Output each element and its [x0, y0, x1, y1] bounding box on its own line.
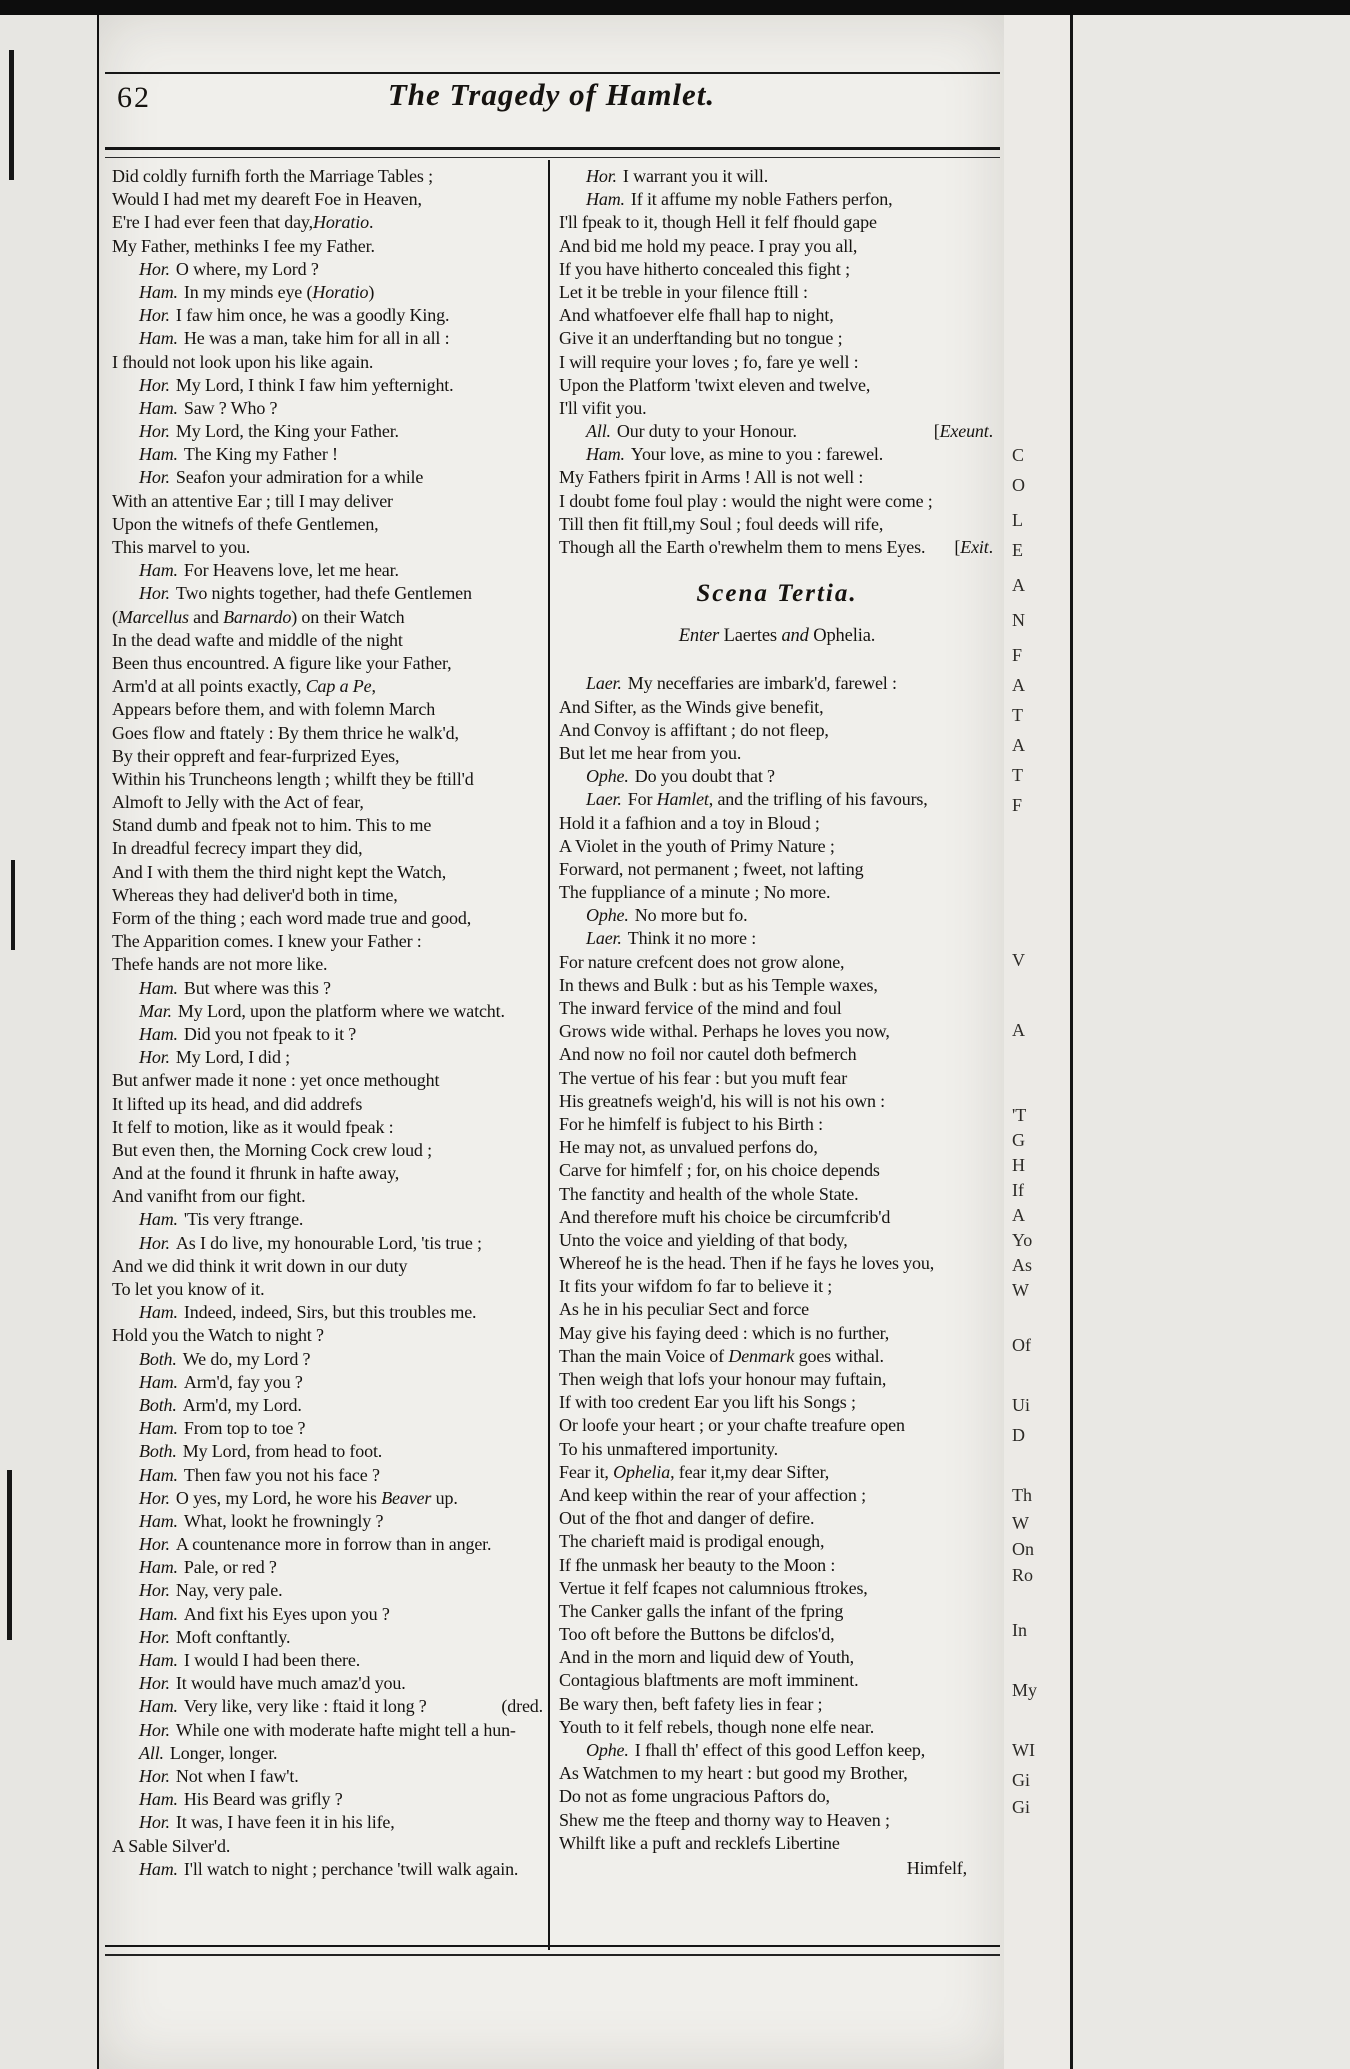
speaker-prefix: Ophe.	[586, 766, 629, 787]
speaker-prefix: Ham.	[139, 1209, 178, 1230]
text-line: But let me hear from you.	[559, 742, 742, 763]
speaker-prefix: Hor.	[139, 1232, 170, 1253]
speaker-prefix: Hor.	[139, 1534, 170, 1555]
text-line: Ham. And fixt his Eyes upon you ?	[139, 1603, 390, 1624]
text-line: Ham. In my minds eye (Horatio)	[139, 281, 375, 302]
text-line: Youth to it felf rebels, though none elfe near.	[559, 1716, 875, 1737]
text-line: The charieft maid is prodigal enough,	[559, 1531, 825, 1552]
text-line: Contagious blaftments are moft imminent.	[559, 1670, 859, 1691]
speaker-prefix: Ham.	[139, 560, 178, 581]
speaker-prefix: Ophe.	[586, 1740, 629, 1761]
text-line: It lifted up its head, and did addrefs	[112, 1093, 363, 1114]
text-line: Out of the fhot and danger of defire.	[559, 1508, 815, 1529]
speaker-prefix: Hor.	[139, 1812, 170, 1833]
text-line: Within his Truncheons length ; whilft they be ftill'd	[112, 768, 474, 789]
text-line: Both. My Lord, from head to foot.	[139, 1441, 383, 1462]
text-line: And Convoy is affiftant ; do not fleep,	[559, 719, 829, 740]
text-line: In the dead wafte and middle of the night	[112, 629, 403, 650]
text-line: To let you know of it.	[112, 1279, 265, 1299]
edge-text-fragment: Ro	[1012, 1565, 1034, 1585]
text-line: Ham. 'Tis very ftrange.	[139, 1209, 304, 1230]
text-line: By their oppreft and fear-furprized Eyes,	[112, 745, 400, 766]
edge-text-fragment: Ui	[1012, 1395, 1030, 1415]
text-line: Ham. From top to toe ?	[139, 1418, 306, 1439]
text-line: And whatfoever elfe fhall hap to night,	[559, 305, 834, 326]
text-line: He may not, as unvalued perfons do,	[559, 1137, 818, 1158]
speaker-prefix: Ham.	[586, 189, 625, 210]
text-line: Be wary then, beft fafety lies in fear ;	[559, 1693, 823, 1714]
text-line: And I with them the third night kept the Watch,	[112, 861, 447, 882]
speaker-prefix: Ophe.	[586, 905, 629, 926]
text-line: In dreadful fecrecy impart they did,	[112, 838, 363, 859]
text-line: And Sifter, as the Winds give benefit,	[559, 696, 824, 717]
text-line: Fear it, Ophelia, fear it,my dear Sifter,	[559, 1461, 830, 1482]
edge-text-fragment: A	[1012, 675, 1025, 695]
text-line: Ham. I'll watch to night ; perchance 'twill walk again.	[139, 1858, 519, 1879]
text-line: The fanctity and health of the whole State.	[559, 1183, 859, 1204]
text-line: Ophe. I fhall th' effect of this good Leffon keep,	[586, 1740, 926, 1761]
text-line: Been thus encountred. A figure like your Father,	[112, 652, 452, 673]
text-line: This marvel to you.	[112, 537, 251, 557]
text-line: Whilft like a puft and recklefs Libertine	[559, 1832, 840, 1853]
edge-text-fragment: Of	[1012, 1335, 1031, 1355]
speaker-prefix: Ham.	[139, 1789, 178, 1810]
text-line: The fuppliance of a minute ; No more.	[559, 882, 831, 903]
speaker-prefix: Ham.	[139, 1418, 178, 1439]
catchword: Himfelf,	[906, 1857, 967, 1878]
text-line: Form of the thing ; each word made true and good,	[112, 908, 472, 928]
speaker-prefix: Ham.	[139, 1464, 178, 1485]
binding-mark	[7, 1470, 12, 1640]
speaker-prefix: Ham.	[139, 1650, 178, 1670]
speaker-prefix: Hor.	[139, 1765, 170, 1786]
speaker-prefix: Ham.	[139, 1371, 178, 1392]
speaker-prefix: All.	[139, 1742, 164, 1763]
column-divider-rule	[548, 160, 550, 1950]
text-line: Would I had met my deareft Foe in Heaven,	[112, 189, 422, 210]
text-line: Upon the Platform 'twixt eleven and twelve,	[559, 374, 871, 395]
text-line: Hor. My Lord, the King your Father.	[139, 421, 399, 442]
text-line: I doubt fome foul play : would the night were come ;	[559, 490, 933, 511]
text-line: Let it be treble in your filence ftill :	[559, 281, 808, 302]
running-title: The Tragedy of Hamlet.	[387, 77, 716, 112]
text-line: For nature crefcent does not grow alone,	[559, 951, 845, 972]
text-line: The inward fervice of the mind and foul	[559, 998, 842, 1019]
text-line: Hor. A countenance more in forrow than in anger.	[139, 1534, 492, 1555]
text-line: And at the found it fhrunk in hafte away,	[112, 1163, 400, 1184]
speaker-prefix: Ham.	[139, 977, 178, 998]
text-line: Unto the voice and yielding of that body,	[559, 1229, 848, 1250]
text-line: Goes flow and ftately : By them thrice he walk'd,	[112, 722, 459, 743]
text-line: Both. We do, my Lord ?	[139, 1348, 311, 1369]
edge-text-fragment: F	[1012, 645, 1023, 665]
speaker-prefix: Ham.	[586, 444, 625, 465]
edge-text-fragment: E	[1012, 540, 1023, 560]
text-line: And we did think it writ down in our duty	[112, 1255, 408, 1276]
speaker-prefix: Mar.	[139, 1000, 172, 1021]
text-line: (Marcellus and Barnardo) on their Watch	[112, 606, 405, 627]
speaker-prefix: Ham.	[139, 281, 178, 302]
text-line: If fhe unmask her beauty to the Moon :	[559, 1554, 836, 1575]
text-line: Did coldly furnifh forth the Marriage Tables ;	[112, 166, 433, 186]
edge-text-fragment: D	[1012, 1425, 1025, 1445]
text-line: Whereof he is the head. Then if he fays he loves you,	[559, 1253, 935, 1274]
text-line: Ham. Saw ? Who ?	[139, 397, 278, 418]
text-line: Hor. Moft conftantly.	[139, 1626, 291, 1647]
binding-mark	[11, 860, 15, 950]
text-line: Hor. Not when I faw't.	[139, 1765, 299, 1786]
text-line: Ham. His Beard was grifly ?	[139, 1789, 343, 1810]
text-line: Than the main Voice of Denmark goes withal.	[559, 1345, 884, 1366]
text-line: As Watchmen to my heart : but good my Brother,	[559, 1763, 908, 1784]
text-line: To his unmaftered importunity.	[559, 1438, 779, 1459]
edge-text-fragment: A	[1012, 575, 1025, 595]
text-line: Arm'd at all points exactly, Cap a Pe,	[112, 676, 376, 697]
edge-text-fragment: If	[1012, 1180, 1024, 1200]
text-line: But even then, the Morning Cock crew loud ;	[112, 1139, 432, 1160]
text-line: Till then fit ftill,my Soul ; foul deeds will rife,	[559, 513, 884, 534]
speaker-prefix: Laer.	[586, 673, 622, 694]
text-line: Ophe. No more but fo.	[586, 905, 748, 926]
text-column-left	[112, 165, 545, 1881]
text-line: A Sable Silver'd.	[112, 1835, 231, 1856]
speaker-prefix: Hor.	[139, 1673, 170, 1694]
speaker-prefix: Ham.	[139, 397, 178, 418]
text-line: Hor. My Lord, I did ;	[139, 1047, 291, 1068]
speaker-prefix: Hor.	[139, 258, 170, 279]
speaker-prefix: Both.	[139, 1441, 177, 1462]
stage-direction: Enter Laertes and Ophelia.	[678, 626, 876, 647]
text-line: It felf to motion, like as it would fpeak :	[112, 1116, 394, 1137]
edge-text-fragment: Yo	[1012, 1230, 1033, 1250]
speaker-prefix: Ham.	[139, 1603, 178, 1624]
text-line: Whereas they had deliver'd both in time,	[112, 884, 398, 905]
text-line: Vertue it felf fcapes not calumnious ftrokes,	[559, 1577, 868, 1598]
text-line: For he himfelf is fubject to his Birth :	[559, 1113, 823, 1134]
text-line: Ham. For Heavens love, let me hear.	[139, 560, 399, 581]
speaker-prefix: Hor.	[586, 166, 617, 186]
text-line: Hold you the Watch to night ?	[112, 1325, 324, 1346]
text-line: I will require your loves ; fo, fare ye well :	[559, 351, 859, 372]
speaker-prefix: Hor.	[139, 305, 170, 326]
text-line: Then weigh that lofs your honour may fuftain,	[559, 1369, 887, 1390]
text-line: Hor. My Lord, I think I faw him yefternight.	[139, 374, 454, 395]
text-line: It fits your wifdom fo far to believe it ;	[559, 1276, 833, 1297]
text-line: Ham. If it affume my noble Fathers perfon,	[586, 189, 893, 210]
text-line: Too oft before the Buttons be difclos'd,	[559, 1624, 835, 1645]
speaker-prefix: Hor.	[139, 1719, 170, 1740]
text-line: Hor. I warrant you it will.	[586, 166, 769, 186]
edge-text-fragment: V	[1012, 950, 1025, 970]
text-line: And now no foil nor cautel doth befmerch	[559, 1044, 857, 1065]
text-line: Hold it a fafhion and a toy in Bloud ;	[559, 812, 820, 833]
speaker-prefix: Ham.	[139, 444, 178, 465]
edge-text-fragment: W	[1012, 1513, 1029, 1533]
text-line: His greatnefs weigh'd, his will is not his own :	[559, 1090, 886, 1111]
text-line: I'll fpeak to it, though Hell it felf fhould gape	[559, 212, 877, 233]
edge-text-fragment: N	[1012, 610, 1025, 630]
text-line: Laer. For Hamlet, and the trifling of his favours,	[586, 789, 928, 810]
speaker-prefix: Hor.	[139, 1487, 170, 1508]
speaker-prefix: Ham.	[139, 1023, 178, 1044]
text-line: Laer. My neceffaries are imbark'd, farewel :	[586, 673, 897, 694]
text-line: Upon the witnefs of thefe Gentlemen,	[112, 513, 379, 534]
text-line: Carve for himfelf ; for, on his choice depends	[559, 1160, 880, 1181]
edge-text-fragment: Gi	[1012, 1797, 1030, 1817]
text-line: If you have hitherto concealed this fight ;	[559, 258, 850, 279]
edge-text-fragment: F	[1012, 795, 1023, 815]
edge-text-fragment: H	[1012, 1155, 1025, 1175]
speaker-prefix: Hor.	[139, 374, 170, 395]
text-line: Do not as fome ungracious Paftors do,	[559, 1786, 830, 1807]
edge-text-fragment: As	[1012, 1255, 1033, 1275]
edge-text-fragment: On	[1012, 1539, 1034, 1559]
text-line: Hor. Two nights together, had thefe Gentlemen	[139, 583, 472, 604]
text-line: And bid me hold my peace. I pray you all,	[559, 235, 858, 256]
edge-text-fragment: Gi	[1012, 1770, 1030, 1790]
edge-text-fragment: G	[1012, 1130, 1025, 1150]
text-line: Ham. Pale, or red ?	[139, 1557, 277, 1578]
text-line: Laer. Think it no more :	[586, 928, 757, 949]
text-line: And therefore muft his choice be circumfcrib'd	[559, 1206, 891, 1227]
text-line: Give it an underftanding but no tongue ;	[559, 328, 843, 349]
edge-text-fragment: O	[1012, 475, 1025, 495]
speaker-prefix: Ham.	[139, 1302, 178, 1323]
text-line: With an attentive Ear ; till I may deliver	[112, 490, 393, 511]
text-line: But anfwer made it none : yet once methought	[112, 1070, 440, 1091]
text-line: Ham. The King my Father !	[139, 444, 338, 465]
edge-text-fragment: C	[1012, 445, 1025, 465]
text-line: If with too credent Ear you lift his Songs ;	[559, 1392, 856, 1413]
speaker-prefix: Ham.	[139, 1696, 178, 1717]
line-tail: [Exeunt.	[933, 421, 993, 442]
text-line: The Canker galls the infant of the fpring	[559, 1600, 844, 1621]
speaker-prefix: Hor.	[139, 421, 170, 442]
speaker-prefix: Hor.	[139, 1626, 170, 1647]
text-line: Hor. It was, I have feen it in his life,	[139, 1812, 395, 1833]
text-line: The vertue of his fear : but you muft fear	[559, 1067, 848, 1088]
header-top-rule	[105, 72, 1000, 74]
speaker-prefix: Ham.	[139, 1858, 178, 1879]
speaker-prefix: Laer.	[586, 789, 622, 810]
edge-text-fragment: 'T	[1012, 1105, 1027, 1125]
speaker-prefix: Hor.	[139, 1047, 170, 1068]
text-line: Hor. While one with moderate hafte might tell a hun-	[139, 1719, 516, 1740]
text-line: And vanifht from our fight.	[112, 1186, 306, 1207]
speaker-prefix: Hor.	[139, 467, 170, 488]
edge-text-fragment: WI	[1012, 1740, 1035, 1760]
text-line: Ham. Your love, as mine to you : farewel.	[586, 444, 884, 465]
text-line: Ham. He was a man, take him for all in all :	[139, 328, 450, 349]
book-page	[97, 15, 1004, 2069]
speaker-prefix: Both.	[139, 1394, 177, 1415]
text-line: Hor. O where, my Lord ?	[139, 258, 319, 279]
text-line: Mar. My Lord, upon the platform where we watcht.	[139, 1000, 505, 1021]
edge-text-fragment: A	[1012, 1205, 1025, 1225]
header-bottom-rule	[105, 147, 1000, 158]
footer-rule	[105, 1945, 1000, 1956]
text-line: Ham. I would I had been there.	[139, 1650, 361, 1670]
next-page-edge-strip	[1004, 15, 1073, 2069]
text-line: Hor. It would have much amaz'd you.	[139, 1673, 406, 1694]
speaker-prefix: Ham.	[139, 1510, 178, 1531]
text-line: Ham. Indeed, indeed, Sirs, but this troubles me.	[139, 1302, 477, 1323]
text-line: Ham. What, lookt he frowningly ?	[139, 1510, 384, 1531]
text-line: Shew me the fteep and thorny way to Heaven ;	[559, 1809, 890, 1830]
text-line: My Fathers fpirit in Arms ! All is not well :	[559, 467, 864, 488]
edge-text-fragment: In	[1012, 1620, 1027, 1640]
edge-text-fragment: A	[1012, 735, 1025, 755]
page-number: 62	[117, 81, 151, 114]
text-line: All. Longer, longer.	[139, 1742, 278, 1763]
edge-text-fragment: T	[1012, 765, 1023, 785]
text-line: Ham. But where was this ?	[139, 977, 331, 998]
text-line: All. Our duty to your Honour. [Exeunt.	[559, 420, 995, 443]
binding-mark	[9, 50, 14, 180]
text-line: Or loofe your heart ; or your chafte treafure open	[559, 1415, 905, 1436]
line-tail: (dred.	[501, 1696, 543, 1717]
text-line: Ham. Arm'd, fay you ?	[139, 1371, 303, 1392]
text-line: Though all the Earth o'rewhelm them to mens Eyes. [Exit.	[559, 536, 995, 559]
text-line: Ham. Then faw you not his face ?	[139, 1464, 380, 1485]
text-line: The Apparition comes. I knew your Father :	[112, 931, 422, 952]
edge-text-fragment: T	[1012, 705, 1023, 725]
text-line: Hor. O yes, my Lord, he wore his Beaver up.	[139, 1487, 458, 1508]
text-line: Ham. Very like, very like : ftaid it long ? (dred.	[112, 1695, 545, 1718]
text-line: In thews and Bulk : but as his Temple waxes,	[559, 974, 878, 995]
edge-text-fragment: A	[1012, 1020, 1025, 1040]
text-line: Forward, not permanent ; fweet, not lafting	[559, 858, 864, 879]
text-line: Grows wide withal. Perhaps he loves you now,	[559, 1021, 890, 1042]
text-line: Hor. Seafon your admiration for a while	[139, 467, 424, 488]
text-column-right	[559, 165, 995, 1880]
text-line: Both. Arm'd, my Lord.	[139, 1394, 302, 1415]
text-line: Almoft to Jelly with the Act of fear,	[112, 792, 364, 813]
text-line: Hor. Nay, very pale.	[139, 1580, 283, 1601]
text-line: My Father, methinks I fee my Father.	[112, 235, 375, 256]
speaker-prefix: Ham.	[139, 328, 178, 349]
text-line: E're I had ever feen that day,Horatio.	[112, 212, 374, 233]
speaker-prefix: Hor.	[139, 583, 170, 604]
right-margin	[1073, 15, 1350, 2069]
text-line: Hor. I faw him once, he was a goodly King.	[139, 305, 450, 326]
text-line: And in the morn and liquid dew of Youth,	[559, 1647, 854, 1668]
text-line: Thefe hands are not more like.	[112, 954, 328, 975]
text-line: And keep within the rear of your affection ;	[559, 1484, 866, 1505]
text-line: Appears before them, and with folemn March	[112, 699, 436, 720]
speaker-prefix: All.	[586, 421, 611, 442]
scene-heading: Scena Tertia.	[696, 580, 858, 608]
speaker-prefix: Hor.	[139, 1580, 170, 1601]
text-line: I'll vifit you.	[559, 397, 647, 418]
text-line: Stand dumb and fpeak not to him. This to me	[112, 815, 432, 836]
text-line: A Violet in the youth of Primy Nature ;	[559, 835, 835, 856]
speaker-prefix: Both.	[139, 1348, 177, 1369]
speaker-prefix: Laer.	[586, 928, 622, 949]
scan-top-edge	[0, 0, 1350, 15]
speaker-prefix: Ham.	[139, 1557, 178, 1578]
text-line: As he in his peculiar Sect and force	[559, 1299, 810, 1320]
text-line: Ham. Did you not fpeak to it ?	[139, 1023, 357, 1044]
text-line: I fhould not look upon his like again.	[112, 351, 374, 372]
text-line: Hor. As I do live, my honourable Lord, 'tis true ;	[139, 1232, 482, 1253]
edge-text-fragment: W	[1012, 1280, 1029, 1300]
text-line: Ophe. Do you doubt that ?	[586, 766, 775, 787]
edge-text-fragment: My	[1012, 1680, 1038, 1700]
edge-text-fragment: L	[1012, 510, 1023, 530]
line-tail: [Exit.	[954, 537, 993, 557]
text-line: May give his faying deed : which is no further,	[559, 1322, 890, 1343]
edge-text-fragment: Th	[1012, 1485, 1032, 1505]
